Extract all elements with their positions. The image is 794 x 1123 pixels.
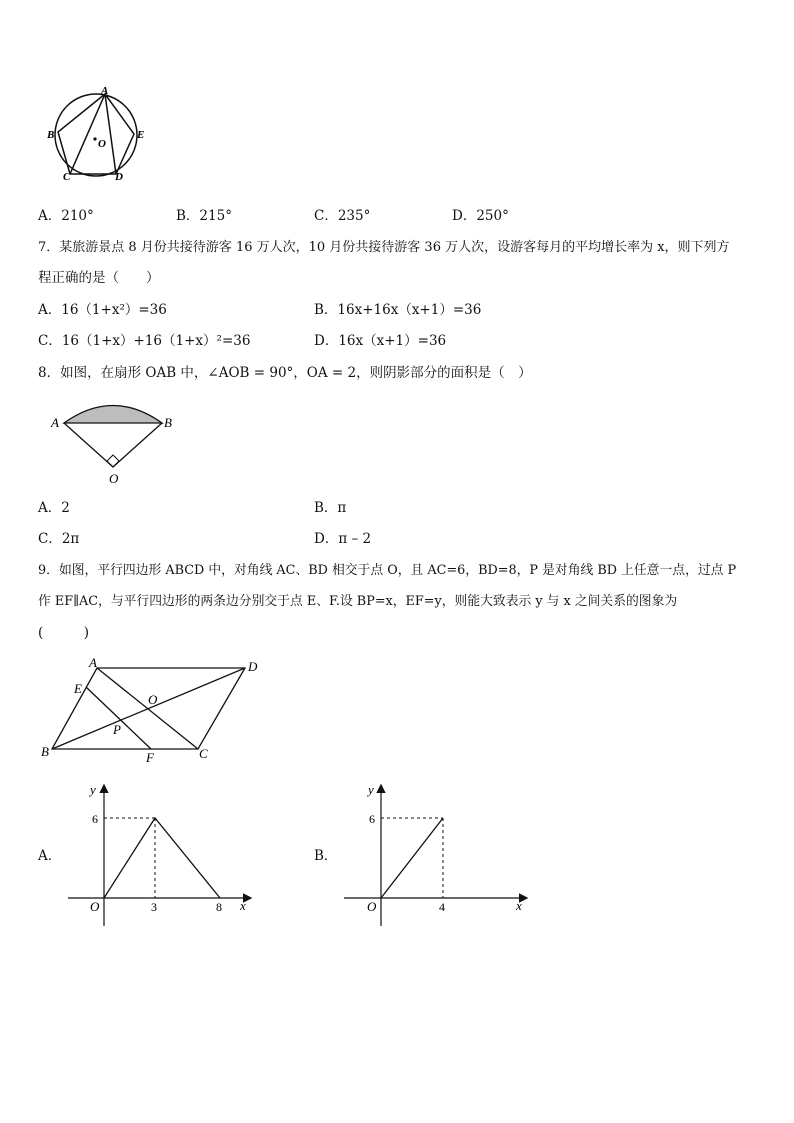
option-letter: D． — [314, 531, 339, 547]
y-tick-label: 6 — [369, 812, 375, 826]
q8-option-c[interactable] — [38, 529, 79, 549]
q8-label-a: A — [51, 415, 59, 430]
origin-label: O — [367, 899, 377, 914]
q8-label-o: O — [109, 471, 119, 486]
q8-shaded-segment — [64, 406, 162, 424]
q9-label-e: E — [74, 681, 82, 696]
q8-option-d[interactable] — [314, 529, 371, 549]
x-tick-label: 8 — [216, 900, 222, 914]
option-text: 235° — [337, 208, 371, 224]
q8-label-b: B — [164, 415, 172, 430]
option-text: 2π — [61, 531, 80, 547]
option-letter: C． — [38, 531, 62, 547]
q6-option-c[interactable] — [314, 206, 370, 226]
q6-label-o: O — [98, 138, 106, 150]
q6-option-d[interactable] — [452, 206, 509, 226]
q8-radius-ob — [113, 423, 162, 467]
q9-figure — [36, 652, 268, 768]
q8-stem: 8．如图，在扇形 OAB 中，∠AOB = 90°，OA = 2，则阴影部分的面积是（ ） — [38, 365, 532, 381]
q8-radius-oa — [64, 423, 113, 467]
x-axis-label: x — [240, 898, 246, 913]
q6-label-d: D — [115, 171, 123, 183]
q9-label-f: F — [146, 750, 154, 765]
q8-option-b[interactable] — [314, 498, 346, 518]
q6-label-c: C — [63, 171, 71, 183]
option-text: 215° — [199, 208, 232, 224]
option-letter: D． — [452, 208, 477, 224]
q6-label-a: A — [101, 85, 109, 97]
q6-label-b: B — [47, 129, 55, 141]
y-axis-label: y — [90, 782, 96, 797]
y-tick-label: 6 — [92, 812, 98, 826]
q9-label-o: O — [148, 692, 158, 707]
q6-figure — [40, 84, 160, 184]
q7-stem-line2: 程正确的是（ ） — [38, 270, 160, 286]
option-text: 16x（x+1）=36 — [338, 333, 447, 349]
option-letter: C． — [38, 333, 62, 349]
x-tick-label: 3 — [151, 900, 157, 914]
option-letter: A． — [38, 500, 62, 516]
option-letter: B． — [176, 208, 200, 224]
option-letter: A． — [38, 208, 62, 224]
q6-option-a[interactable] — [38, 206, 94, 226]
q7-option-a[interactable] — [38, 300, 167, 320]
x-axis-label: x — [516, 898, 522, 913]
option-text: π – 2 — [338, 531, 372, 547]
option-text: π — [337, 500, 347, 516]
option-text: 16（1+x²）=36 — [61, 302, 167, 318]
origin-label: O — [90, 899, 100, 914]
option-letter: B． — [314, 500, 338, 516]
q6-center-dot — [93, 137, 96, 140]
q6-chord-ac — [70, 94, 105, 174]
q6-pentagon — [58, 94, 134, 174]
y-axis-label: y — [368, 782, 374, 797]
q7-option-c[interactable] — [38, 331, 250, 351]
q9-stem-line3: ( ) — [38, 625, 90, 641]
graph-line — [381, 818, 443, 898]
q7-option-b[interactable] — [314, 300, 481, 320]
q9-stem-line1: 9．如图，平行四边形 ABCD 中，对角线 AC、BD 相交于点 O，且 AC=6，BD=8，P 是对角线 BD 上任意一点，过点 P — [38, 563, 737, 578]
q9-graph-b[interactable] — [340, 780, 540, 932]
q7-option-d[interactable] — [314, 331, 446, 351]
q8-right-angle-mark — [107, 455, 119, 467]
q9-option-a-letter[interactable]: A． — [38, 848, 62, 864]
q8-figure — [46, 394, 186, 490]
q6-label-e: E — [137, 129, 145, 141]
option-text: 210° — [61, 208, 94, 224]
graph-line — [104, 818, 220, 898]
option-letter: D． — [314, 333, 339, 349]
option-letter: B． — [314, 302, 338, 318]
q9-option-b-letter[interactable]: B． — [314, 848, 338, 864]
q9-label-b: B — [41, 744, 49, 759]
q9-graph-a[interactable] — [62, 780, 262, 932]
q6-option-b[interactable] — [176, 206, 232, 226]
q9-label-d: D — [248, 659, 258, 674]
option-text: 250° — [476, 208, 509, 224]
q7-stem-line1: 7．某旅游景点 8 月份共接待游客 16 万人次，10 月份共接待游客 36 万人次，设游客每月的平均增长率为 x，则下列方 — [38, 240, 730, 255]
x-tick-label: 4 — [439, 900, 445, 914]
q9-segment-ef — [86, 687, 151, 749]
q9-label-p: P — [113, 722, 121, 737]
q8-option-a[interactable] — [38, 498, 70, 518]
q9-label-a: A — [89, 655, 97, 670]
q9-stem-line2: 作 EF∥AC，与平行四边形的两条边分别交于点 E、F.设 BP=x，EF=y，则能大致表示 y 与 x 之间关系的图象为 — [38, 594, 678, 609]
option-text: 16x+16x（x+1）=36 — [337, 302, 482, 318]
option-letter: C． — [314, 208, 338, 224]
option-text: 2 — [61, 500, 70, 516]
option-text: 16（1+x）+16（1+x）²=36 — [61, 333, 251, 349]
option-letter: A． — [38, 302, 62, 318]
q9-label-c: C — [199, 746, 208, 761]
